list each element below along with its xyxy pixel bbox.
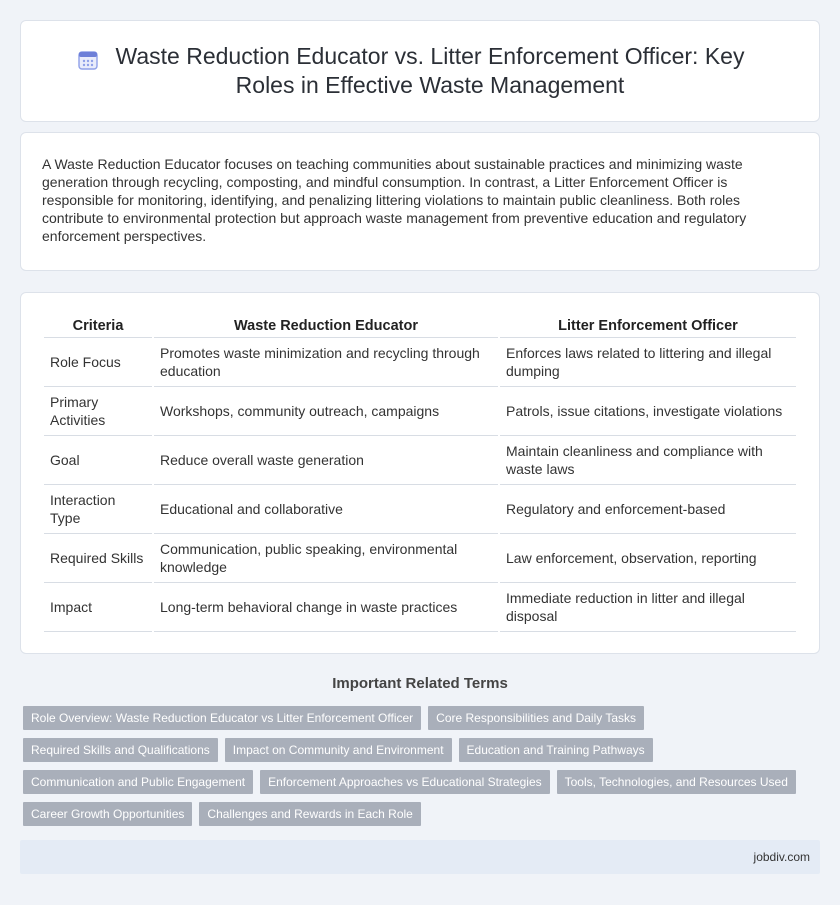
related-term-tag[interactable]: Education and Training Pathways	[459, 738, 653, 762]
header-card	[20, 20, 820, 122]
criteria-cell: Goal	[44, 436, 152, 485]
intro-card	[20, 132, 820, 271]
table-header-row	[44, 313, 796, 338]
header-educator: Waste Reduction Educator	[154, 313, 498, 338]
officer-cell: Regulatory and enforcement-based	[500, 485, 796, 534]
related-terms-list	[23, 706, 823, 834]
officer-cell: Immediate reduction in litter and illegal disposal	[500, 583, 796, 632]
header-criteria: Criteria	[44, 313, 152, 338]
educator-cell: Promotes waste minimization and recycling through education	[154, 338, 498, 387]
related-term-tag[interactable]: Enforcement Approaches vs Educational Strategies	[260, 770, 550, 794]
intro-paragraph: A Waste Reduction Educator focuses on teaching communities about sustainable practices and minimizing waste generation through recycling, composting, and mindful consumption. In contrast, a Litter Enforcement Officer is responsible for monitoring, identifying, and penalizing littering violations to maintain public cleanliness. Both roles contribute to environmental protection but approach waste management from preventive education and regulatory enforcement perspectives.	[42, 156, 747, 244]
criteria-cell: Impact	[44, 583, 152, 632]
footer	[20, 840, 820, 874]
related-term-tag[interactable]: Tools, Technologies, and Resources Used	[557, 770, 796, 794]
table-row	[44, 338, 796, 387]
related-term-tag[interactable]: Communication and Public Engagement	[23, 770, 253, 794]
educator-cell: Workshops, community outreach, campaigns	[154, 387, 498, 436]
criteria-cell: Required Skills	[44, 534, 152, 583]
educator-cell: Educational and collaborative	[154, 485, 498, 534]
table-row	[44, 534, 796, 583]
officer-cell: Maintain cleanliness and compliance with waste laws	[500, 436, 796, 485]
officer-cell: Patrols, issue citations, investigate violations	[500, 387, 796, 436]
educator-cell: Reduce overall waste generation	[154, 436, 498, 485]
related-term-tag[interactable]: Role Overview: Waste Reduction Educator vs Litter Enforcement Officer	[23, 706, 421, 730]
related-term-tag[interactable]: Required Skills and Qualifications	[23, 738, 218, 762]
footer-site-link[interactable]: jobdiv.com	[753, 850, 810, 864]
educator-cell: Long-term behavioral change in waste practices	[154, 583, 498, 632]
related-term-tag[interactable]: Career Growth Opportunities	[23, 802, 192, 826]
table-row	[44, 583, 796, 632]
related-term-tag[interactable]: Challenges and Rewards in Each Role	[199, 802, 420, 826]
educator-cell: Communication, public speaking, environmental knowledge	[154, 534, 498, 583]
page-title: Waste Reduction Educator vs. Litter Enforcement Officer: Key Roles in Effective Waste Management	[115, 43, 745, 98]
related-term-tag[interactable]: Impact on Community and Environment	[225, 738, 452, 762]
table-row	[44, 436, 796, 485]
related-term-tag[interactable]: Core Responsibilities and Daily Tasks	[428, 706, 644, 730]
officer-cell: Enforces laws related to littering and illegal dumping	[500, 338, 796, 387]
criteria-cell: Primary Activities	[44, 387, 152, 436]
criteria-cell: Role Focus	[44, 338, 152, 387]
table-row	[44, 485, 796, 534]
comparison-table-card	[20, 292, 820, 654]
officer-cell: Law enforcement, observation, reporting	[500, 534, 796, 583]
header-officer: Litter Enforcement Officer	[500, 313, 796, 338]
related-terms-heading: Important Related Terms	[332, 675, 508, 692]
comparison-table	[42, 313, 798, 632]
table-row	[44, 387, 796, 436]
criteria-cell: Interaction Type	[44, 485, 152, 534]
